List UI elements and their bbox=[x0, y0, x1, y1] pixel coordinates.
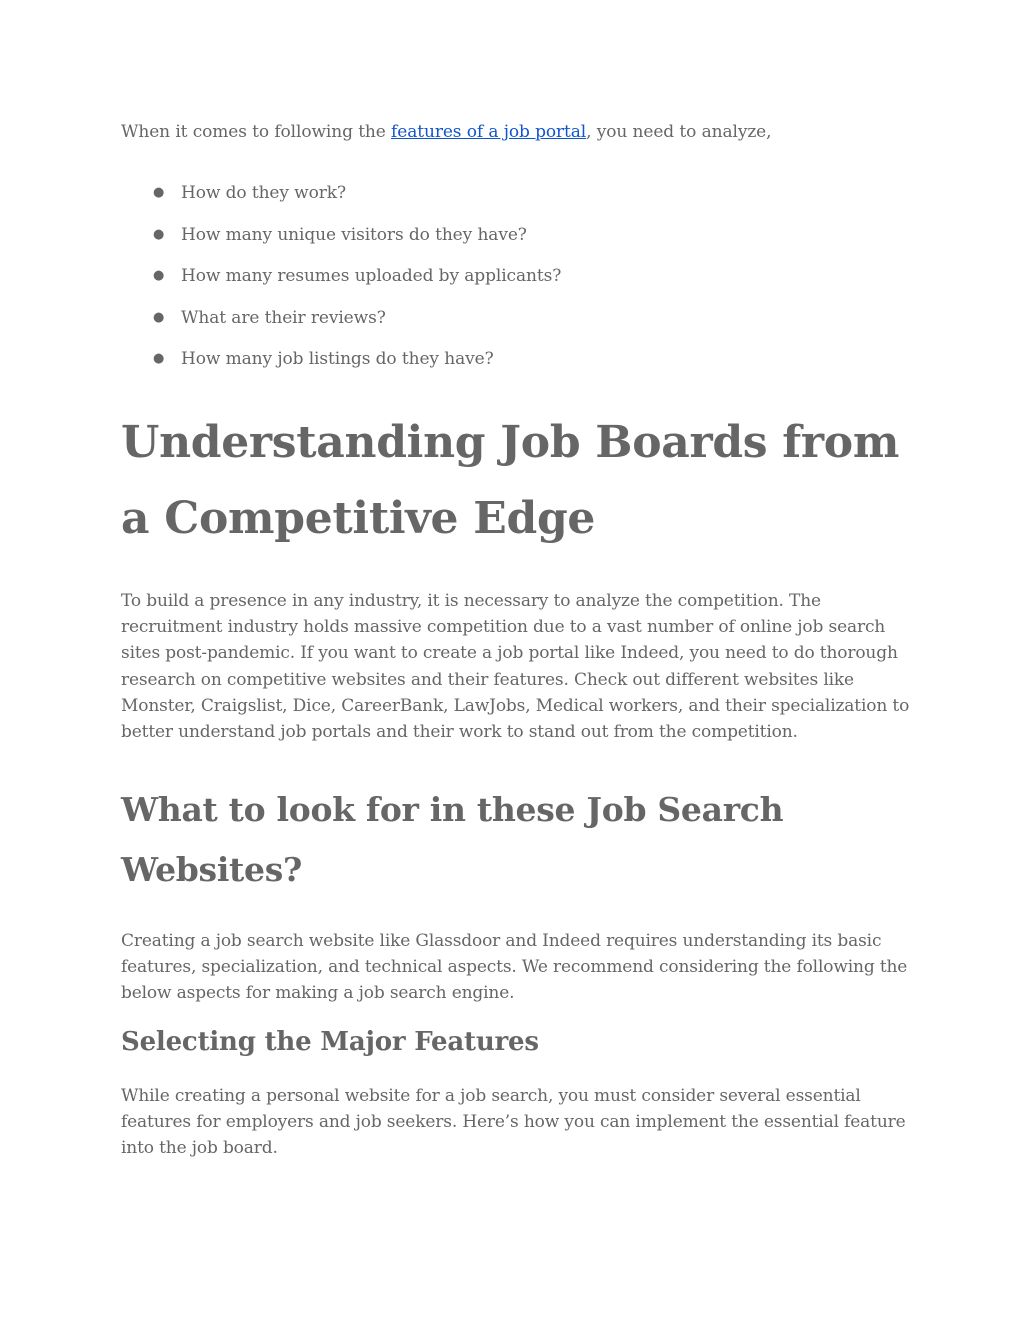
job-search-paragraph: Creating a job search website like Glassdoor and Indeed requires understanding its basic features, specialization, and technical aspects. We recommend considering the following the below aspects for making a job search engine. bbox=[121, 931, 908, 1004]
bullet-icon: ● bbox=[153, 185, 165, 200]
intro-text-before: When it comes to following the bbox=[121, 122, 392, 142]
subsection-heading: Selecting the Major Features bbox=[121, 1027, 539, 1057]
features-paragraph: While creating a personal website for a job search, you must consider several essential features for employers and job seekers. Here’s how you can implement the essential feature into the job board. bbox=[121, 1086, 906, 1159]
list-item-text: What are their reviews? bbox=[181, 307, 386, 328]
list-item bbox=[121, 263, 561, 305]
list-item bbox=[121, 222, 561, 264]
section-heading: What to look for in these Job Search Websites? bbox=[121, 790, 784, 889]
bullet-icon: ● bbox=[153, 226, 165, 242]
main-heading: Understanding Job Boards from a Competitive Edge bbox=[121, 417, 900, 544]
bullet-icon: ● bbox=[153, 309, 165, 325]
list-item-text: How do they work? bbox=[181, 183, 347, 203]
intro-paragraph bbox=[121, 119, 771, 145]
list-item-text: How many resumes uploaded by applicants? bbox=[181, 266, 562, 286]
features-link[interactable]: features of a job portal bbox=[391, 122, 587, 142]
list-item bbox=[121, 180, 561, 222]
list-item-text: How many unique visitors do they have? bbox=[181, 224, 527, 245]
list-item bbox=[121, 305, 561, 347]
bullet-icon: ● bbox=[153, 268, 165, 283]
questions-list bbox=[121, 180, 561, 388]
list-item-text: How many job listings do they have? bbox=[181, 349, 494, 369]
bullet-icon: ● bbox=[153, 351, 165, 366]
competition-paragraph: To build a presence in any industry, it is necessary to analyze the competition. The recruitment industry holds massive competition due to a vast number of online job search sites post-pandemic. If you want to create a job portal like Indeed, you need to do thorough research on competitive websites and their features. Check out different websites like Monster, Craigslist, Dice, CareerBank, LawJobs, Medical workers, and their specialization to better understand job portals and their work to stand out from the competition. bbox=[121, 591, 910, 743]
list-item bbox=[121, 346, 561, 388]
intro-text-after: , you need to analyze, bbox=[586, 122, 772, 142]
